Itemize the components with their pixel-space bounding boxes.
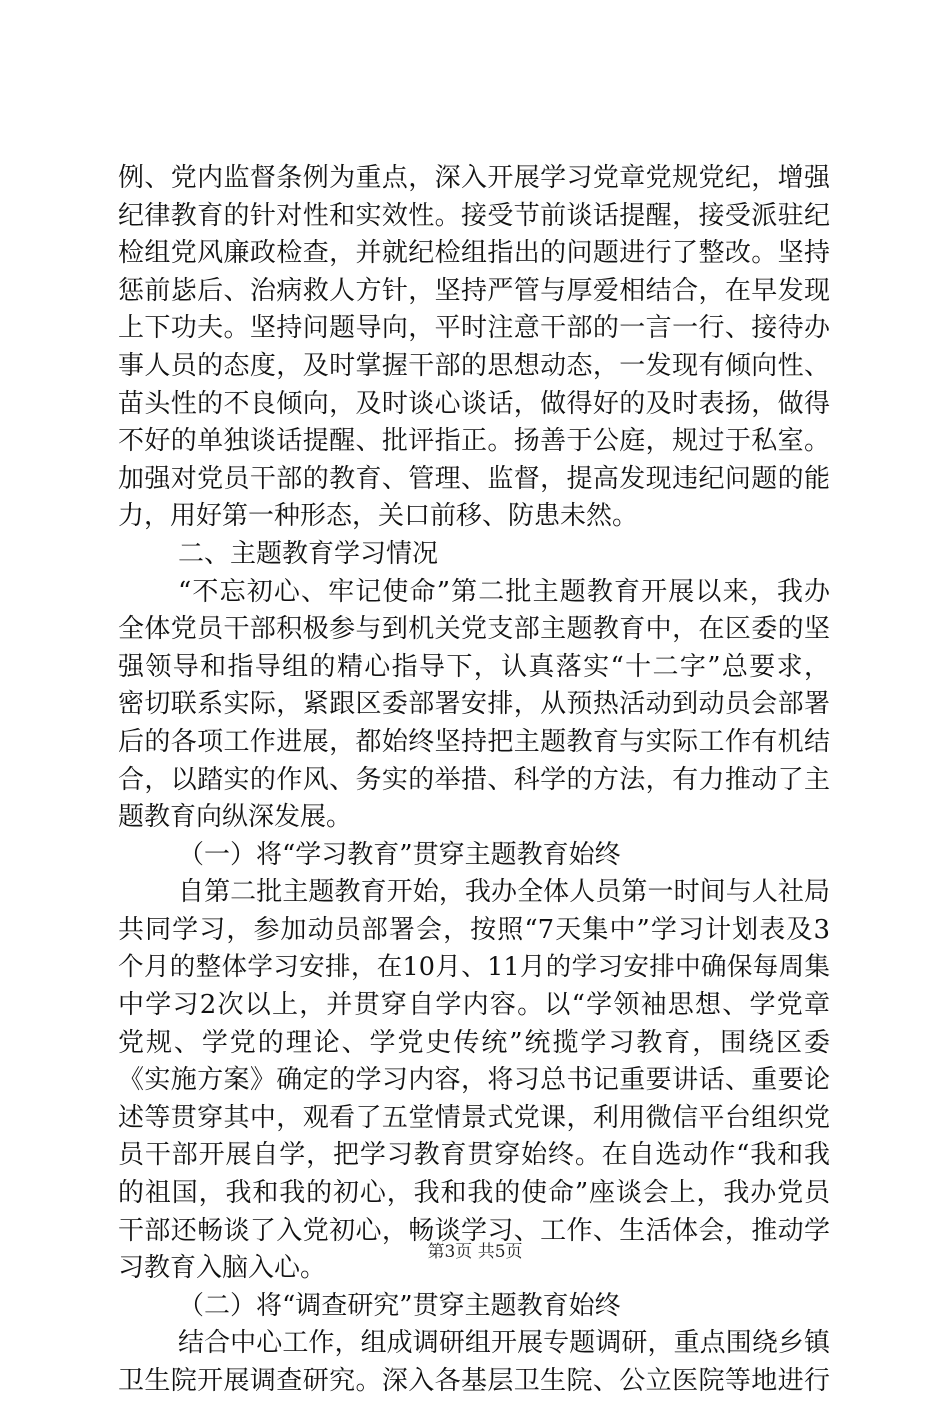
text-line: 惩前毖后、治病救人方针，坚持严管与厚爱相结合，在早发现 xyxy=(118,275,830,306)
text-line: 干部还畅谈了入党初心，畅谈学习、工作、生活体会，推动学 xyxy=(118,1215,830,1246)
subsection-heading: （二）将“调查研究”贯穿主题教育始终 xyxy=(178,1290,621,1321)
text-line: 习教育入脑入心。 xyxy=(118,1253,327,1284)
text-line: 共同学习，参加动员部署会，按照“7天集中”学习计划表及3 xyxy=(118,914,830,945)
text-line: 员干部开展自学，把学习教育贯穿始终。在自选动作“我和我 xyxy=(118,1140,830,1171)
text-line: 党规、学党的理论、学党史传统”统揽学习教育，围绕区委 xyxy=(118,1027,830,1058)
text-line: 合，以踏实的作风、务实的举措、科学的方法，有力推动了主 xyxy=(118,764,830,795)
text-line: 自第二批主题教育开始，我办全体人员第一时间与人社局 xyxy=(178,877,830,908)
text-line: 结合中心工作，组成调研组开展专题调研，重点围绕乡镇 xyxy=(178,1328,830,1359)
text-line: 强领导和指导组的精心指导下，认真落实“十二字”总要求， xyxy=(118,651,830,682)
text-line: 事人员的态度，及时掌握干部的思想动态，一发现有倾向性、 xyxy=(118,350,830,381)
text-line: 例、党内监督条例为重点，深入开展学习党章党规党纪，增强 xyxy=(118,163,830,193)
section-heading: 二、主题教育学习情况 xyxy=(178,538,439,569)
text-line: 中学习2次以上，并贯穿自学内容。以“学领袖思想、学党章 xyxy=(118,990,830,1021)
text-line: 述等贯穿其中，观看了五堂情景式党课，利用微信平台组织党 xyxy=(118,1102,830,1133)
text-line: 苗头性的不良倾向，及时谈心谈话，做得好的及时表扬，做得 xyxy=(118,388,830,419)
text-line: 加强对党员干部的教育、管理、监督，提高发现违纪问题的能 xyxy=(118,463,830,494)
text-line: 密切联系实际，紧跟区委部署安排，从预热活动到动员会部署 xyxy=(118,689,830,720)
text-line: 力，用好第一种形态，关口前移、防患未然。 xyxy=(118,501,639,532)
text-line: 的祖国，我和我的初心，我和我的使命”座谈会上，我办党员 xyxy=(118,1178,830,1209)
text-line: 卫生院开展调查研究。深入各基层卫生院、公立医院等地进行 xyxy=(118,1366,830,1396)
text-line: 全体党员干部积极参与到机关党支部主题教育中，在区委的坚 xyxy=(118,614,830,645)
body-text xyxy=(118,160,830,1401)
text-line: 题教育向纵深发展。 xyxy=(118,802,353,833)
page-number-footer: 第3页 共5页 xyxy=(427,1242,523,1262)
text-line: 个月的整体学习安排，在10月、11月的学习安排中确保每周集 xyxy=(118,952,830,983)
text-line: 上下功夫。坚持问题导向，平时注意干部的一言一行、接待办 xyxy=(118,313,830,344)
text-line: 检组党风廉政检查，并就纪检组指出的问题进行了整改。坚持 xyxy=(118,238,830,269)
subsection-heading: （一）将“学习教育”贯穿主题教育始终 xyxy=(178,839,621,870)
text-line: “不忘初心、牢记使命”第二批主题教育开展以来，我办 xyxy=(178,576,830,607)
text-line: 纪律教育的针对性和实效性。接受节前谈话提醒，接受派驻纪 xyxy=(118,200,830,231)
text-line: 后的各项工作进展，都始终坚持把主题教育与实际工作有机结 xyxy=(118,726,830,757)
text-line: 不好的单独谈话提醒、批评指正。扬善于公庭，规过于私室。 xyxy=(118,426,830,457)
text-line: 《实施方案》确定的学习内容，将习总书记重要讲话、重要论 xyxy=(118,1065,830,1096)
